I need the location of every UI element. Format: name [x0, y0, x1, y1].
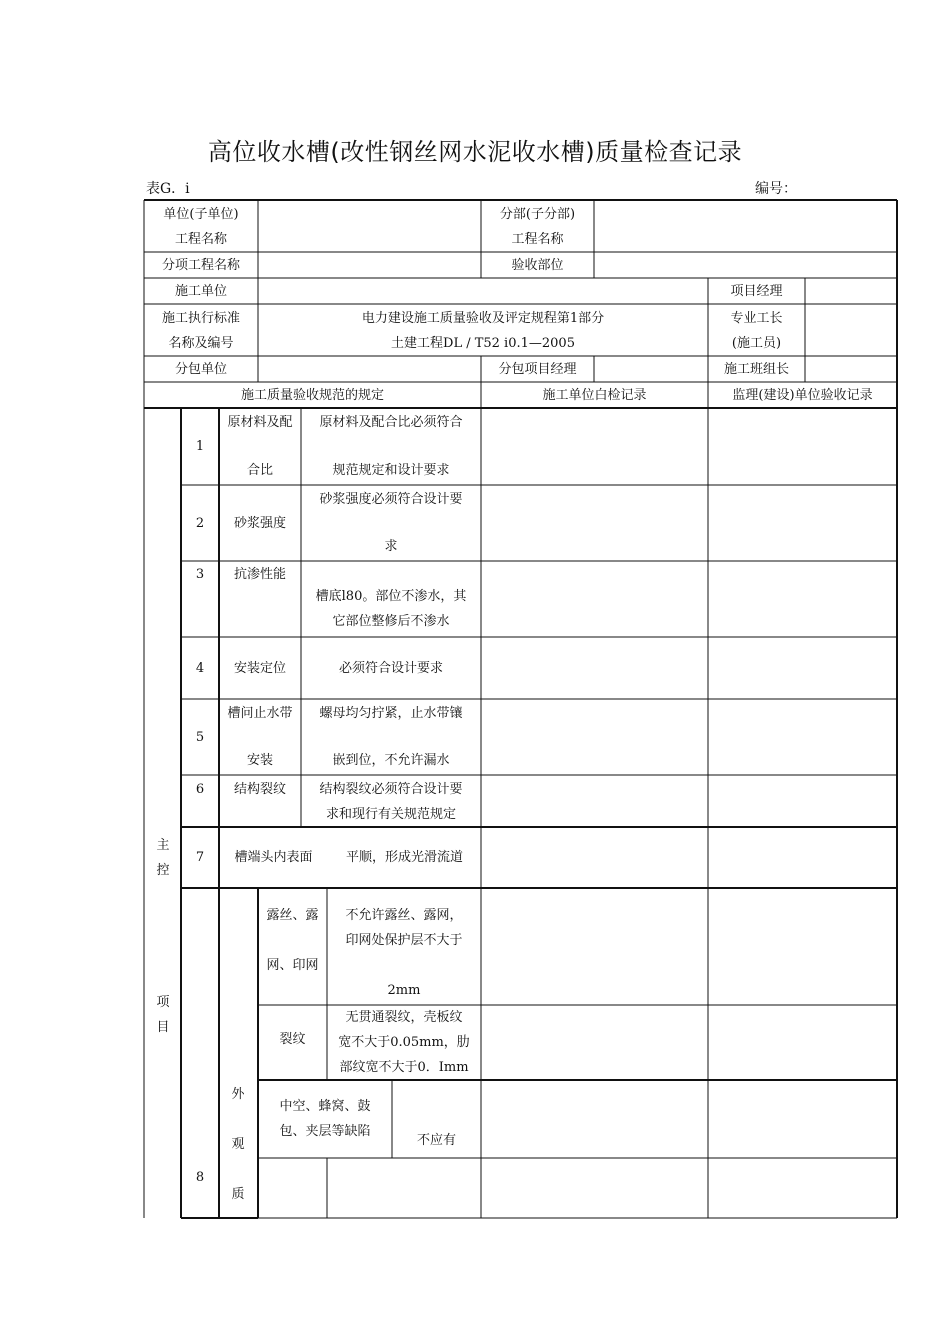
item-name-3: 抗渗性能	[233, 566, 286, 582]
column-self-check: 施工单位白检记录	[542, 387, 647, 403]
construction-unit-label: 施工单位	[174, 283, 227, 299]
item-self-check-3[interactable]	[481, 561, 708, 637]
item8-sub-name-2: 裂纹	[279, 1031, 306, 1047]
item8-sub-req-4[interactable]	[327, 1158, 481, 1218]
item-supervision-4[interactable]	[708, 637, 897, 699]
item-req-7: 平顺，形成光滑流道	[345, 850, 463, 865]
item-no-7: 7	[195, 850, 205, 865]
subcontract-unit-label: 分包单位	[174, 361, 227, 377]
team-leader-label: 施工班组长	[723, 361, 789, 377]
item8-self-check-4[interactable]	[481, 1158, 708, 1218]
subcontract-pm-label: 分包项目经理	[498, 361, 577, 377]
item8-sub-req-3: 不应有	[416, 1132, 456, 1148]
item8-supervision-2[interactable]	[708, 1005, 897, 1080]
item-req-6: 结构裂纹必须符合设计要 求和现行有关规范规定	[319, 782, 463, 822]
item-self-check-4[interactable]	[481, 637, 708, 699]
sub-item-field[interactable]	[258, 252, 481, 278]
standard-value: 电力建设施工质量验收及评定规程第1部分 土建工程DL / T52 i0.1—2005	[361, 311, 605, 351]
item-name-1: 原材料及配 合比	[227, 415, 293, 478]
sub-division-field[interactable]	[594, 200, 897, 252]
item8-group-label: 外 观 质	[231, 1087, 245, 1202]
item-supervision-7[interactable]	[708, 827, 897, 888]
acceptance-part-field[interactable]	[594, 252, 897, 278]
item-name-7: 槽端头内表面	[234, 850, 313, 865]
item8-self-check-2[interactable]	[481, 1005, 708, 1080]
item-no-8: 8	[195, 1169, 205, 1185]
item-self-check-1[interactable]	[481, 408, 708, 485]
standard-label: 施工执行标准 名称及编号	[161, 311, 240, 351]
item-self-check-2[interactable]	[481, 485, 708, 561]
item-name-4: 安装定位	[233, 660, 286, 676]
item8-sub-req-2: 无贯通裂纹，壳板纹 宽不大于0.05mm，肋 部纹宽不大于0．Imm	[338, 1010, 470, 1075]
item8-sub-name-1: 露丝、露 网、印网	[266, 908, 319, 973]
page-title: 高位收水槽(改性钢丝网水泥收水槽)质量检查记录	[207, 138, 743, 166]
subcontract-unit-field[interactable]	[258, 356, 481, 382]
item8-supervision-4[interactable]	[708, 1158, 897, 1218]
item-self-check-5[interactable]	[481, 699, 708, 775]
main-control-label-2: 项 目	[156, 995, 170, 1035]
unit-name-field[interactable]	[258, 200, 481, 252]
item-supervision-3[interactable]	[708, 561, 897, 637]
item-no-1: 1	[195, 439, 205, 454]
item-no-5: 5	[195, 729, 205, 745]
item-supervision-6[interactable]	[708, 775, 897, 827]
item8-sub-name-4[interactable]	[258, 1158, 327, 1218]
item8-self-check-3[interactable]	[481, 1080, 708, 1158]
item-req-1: 原材料及配合比必须符合 规范规定和设计要求	[319, 415, 463, 478]
item-no-6: 6	[195, 781, 205, 797]
sub-item-label: 分项工程名称	[161, 257, 240, 273]
sub-division-label: 分部(子分部) 工程名称	[499, 207, 576, 247]
item-name-2: 砂浆强度	[233, 515, 286, 531]
item-req-2: 砂浆强度必须符合设计要 求	[319, 492, 463, 554]
item-name-5: 槽问止水带 安装	[227, 706, 293, 768]
item-req-3: 槽底l80。部位不渗水，其 它部位整修后不渗水	[315, 589, 467, 629]
item-no-3: 3	[195, 566, 205, 582]
item-self-check-7[interactable]	[481, 827, 708, 888]
item8-supervision-1[interactable]	[708, 888, 897, 1005]
column-spec: 施工质量验收规范的规定	[240, 387, 384, 403]
item-req-4: 必须符合设计要求	[338, 660, 443, 676]
item-supervision-2[interactable]	[708, 485, 897, 561]
item-no-2: 2	[195, 515, 205, 531]
item-supervision-5[interactable]	[708, 699, 897, 775]
item-name-6: 结构裂纹	[233, 781, 286, 797]
project-manager-label: 项目经理	[730, 283, 783, 299]
acceptance-part-label: 验收部位	[511, 257, 564, 273]
team-leader-field[interactable]	[805, 356, 897, 382]
item8-supervision-3[interactable]	[708, 1080, 897, 1158]
column-supervision: 监理(建设)单位验收记录	[732, 387, 873, 403]
unit-name-label: 单位(子单位) 工程名称	[163, 207, 239, 247]
form-number: 表G．i	[146, 181, 190, 197]
item-no-4: 4	[195, 660, 205, 676]
item8-self-check-1[interactable]	[481, 888, 708, 1005]
item-req-5: 螺母均匀拧紧，止水带镶 嵌到位，不允许漏水	[319, 706, 463, 768]
item-self-check-6[interactable]	[481, 775, 708, 827]
item-supervision-1[interactable]	[708, 408, 897, 485]
foreman-label: 专业工长 (施工员)	[730, 311, 783, 351]
main-control-label-1: 主 控	[156, 838, 170, 878]
subcontract-pm-field[interactable]	[594, 356, 708, 382]
foreman-field[interactable]	[805, 304, 897, 356]
item8-sub-req-1: 不允许露丝、露网， 印网处保护层不大于 2mm	[345, 908, 463, 998]
project-manager-field[interactable]	[805, 278, 897, 304]
item8-sub-name-3: 中空、蜂窝、鼓 包、夹层等缺陷	[279, 1099, 371, 1139]
serial-number-label: 编号：	[755, 181, 797, 197]
construction-unit-field[interactable]	[258, 278, 708, 304]
